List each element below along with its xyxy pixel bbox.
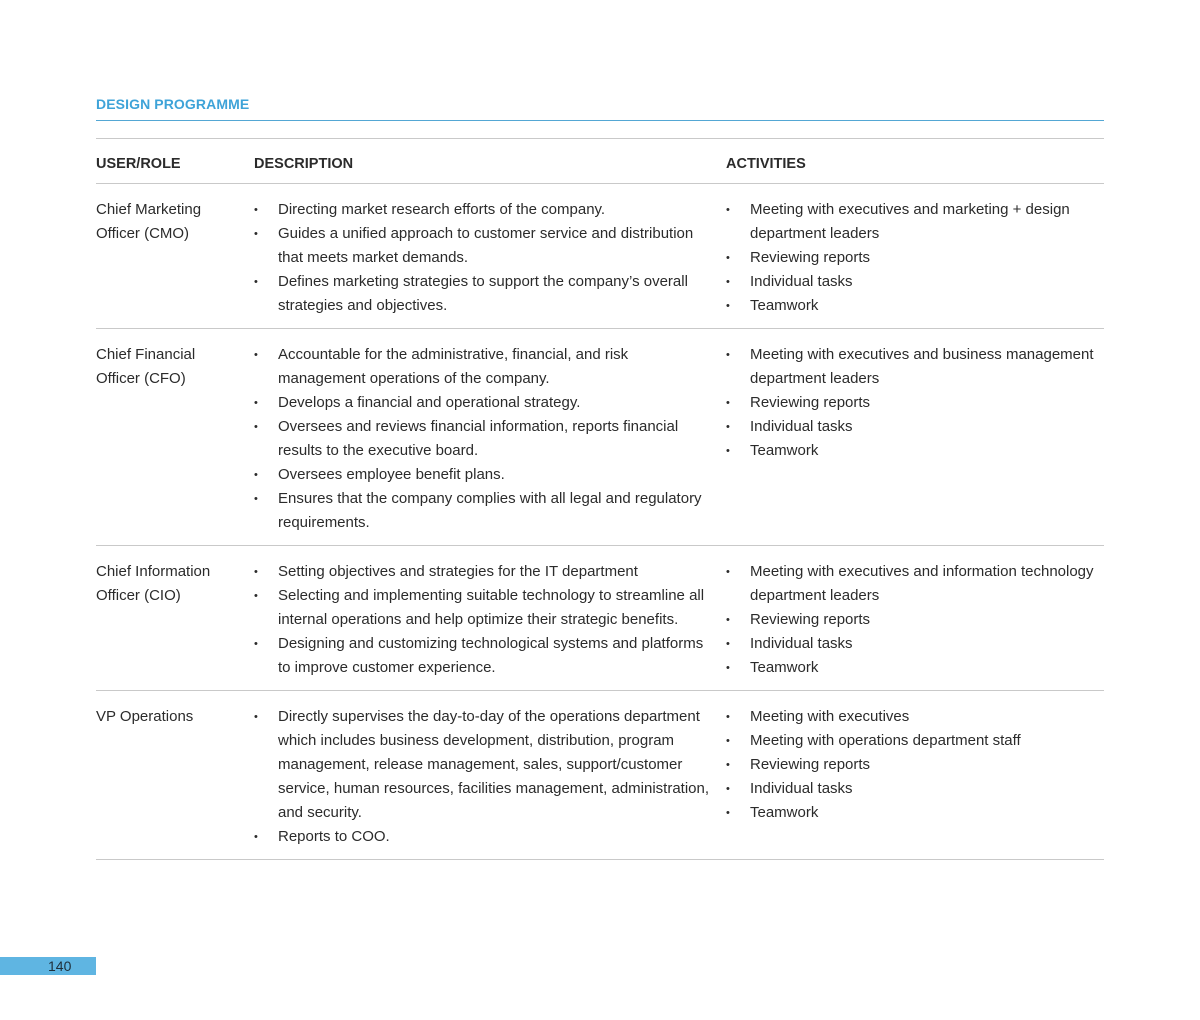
table-header-row bbox=[96, 139, 1104, 184]
activity-item: • Meeting with executives and marketing + design department leaders bbox=[726, 198, 1094, 246]
table-row bbox=[96, 184, 1104, 329]
header-role: USER/ROLE bbox=[96, 156, 181, 172]
activities-cell bbox=[726, 691, 1104, 860]
description-list bbox=[254, 705, 712, 849]
description-item: • Designing and customizing technological systems and platforms to improve customer experience. bbox=[254, 632, 712, 680]
activities-list bbox=[726, 343, 1094, 463]
role-cell: Chief Information Officer (CIO) bbox=[96, 563, 211, 604]
description-item: • Setting objectives and strategies for the IT department bbox=[254, 560, 712, 584]
activities-list bbox=[726, 198, 1094, 318]
description-item: • Oversees and reviews financial information, reports financial results to the executive board. bbox=[254, 415, 712, 463]
table-row bbox=[96, 546, 1104, 691]
description-item: • Ensures that the company complies with all legal and regulatory requirements. bbox=[254, 487, 712, 535]
page-number: 140 bbox=[48, 958, 72, 974]
description-item: • Accountable for the administrative, financial, and risk management operations of the company. bbox=[254, 343, 712, 391]
activity-item: • Meeting with executives and information technology department leaders bbox=[726, 560, 1094, 608]
activity-item: • Reviewing reports bbox=[726, 391, 1094, 415]
role-cell: VP Operations bbox=[96, 708, 194, 725]
activity-item: • Teamwork bbox=[726, 439, 1094, 463]
activity-item: • Teamwork bbox=[726, 656, 1094, 680]
activity-item: • Individual tasks bbox=[726, 632, 1094, 656]
activity-item: • Individual tasks bbox=[726, 270, 1094, 294]
description-item: • Directly supervises the day-to-day of the operations department which includes business development, distribution, program management, release management, sales, support/customer service, human resources, facilities management, administration, and security. bbox=[254, 705, 712, 825]
section-title: DESIGN PROGRAMME bbox=[96, 96, 250, 112]
activity-item: • Individual tasks bbox=[726, 777, 1094, 801]
description-item: • Oversees employee benefit plans. bbox=[254, 463, 712, 487]
description-cell bbox=[254, 184, 726, 329]
header-description: DESCRIPTION bbox=[254, 156, 354, 172]
activity-item: • Teamwork bbox=[726, 294, 1094, 318]
roles-table bbox=[96, 138, 1104, 860]
description-item: • Directing market research efforts of the company. bbox=[254, 198, 712, 222]
activity-item: • Teamwork bbox=[726, 801, 1094, 825]
table-row bbox=[96, 691, 1104, 860]
description-item: • Guides a unified approach to customer service and distribution that meets market demands. bbox=[254, 222, 712, 270]
activity-item: • Meeting with executives bbox=[726, 705, 1094, 729]
role-cell: Chief Marketing Officer (CMO) bbox=[96, 201, 202, 242]
activity-item: • Meeting with executives and business management department leaders bbox=[726, 343, 1094, 391]
description-item: • Defines marketing strategies to support the company’s overall strategies and objectives. bbox=[254, 270, 712, 318]
activity-item: • Reviewing reports bbox=[726, 608, 1094, 632]
activities-list bbox=[726, 705, 1094, 825]
activities-cell bbox=[726, 184, 1104, 329]
activity-item: • Individual tasks bbox=[726, 415, 1094, 439]
activities-cell bbox=[726, 546, 1104, 691]
activity-item: • Reviewing reports bbox=[726, 246, 1094, 270]
title-divider bbox=[96, 120, 1104, 121]
description-cell bbox=[254, 546, 726, 691]
activity-item: • Meeting with operations department staff bbox=[726, 729, 1094, 753]
description-cell bbox=[254, 691, 726, 860]
description-list bbox=[254, 560, 712, 680]
description-item: • Selecting and implementing suitable technology to streamline all internal operations and help optimize their strategic benefits. bbox=[254, 584, 712, 632]
table-body bbox=[96, 184, 1104, 860]
table-row bbox=[96, 329, 1104, 546]
activities-cell bbox=[726, 329, 1104, 546]
activities-list bbox=[726, 560, 1094, 680]
description-cell bbox=[254, 329, 726, 546]
description-list bbox=[254, 198, 712, 318]
description-list bbox=[254, 343, 712, 535]
header-activities: ACTIVITIES bbox=[726, 156, 806, 172]
description-item: • Develops a financial and operational strategy. bbox=[254, 391, 712, 415]
description-item: • Reports to COO. bbox=[254, 825, 712, 849]
role-cell: Chief Financial Officer (CFO) bbox=[96, 346, 196, 387]
activity-item: • Reviewing reports bbox=[726, 753, 1094, 777]
